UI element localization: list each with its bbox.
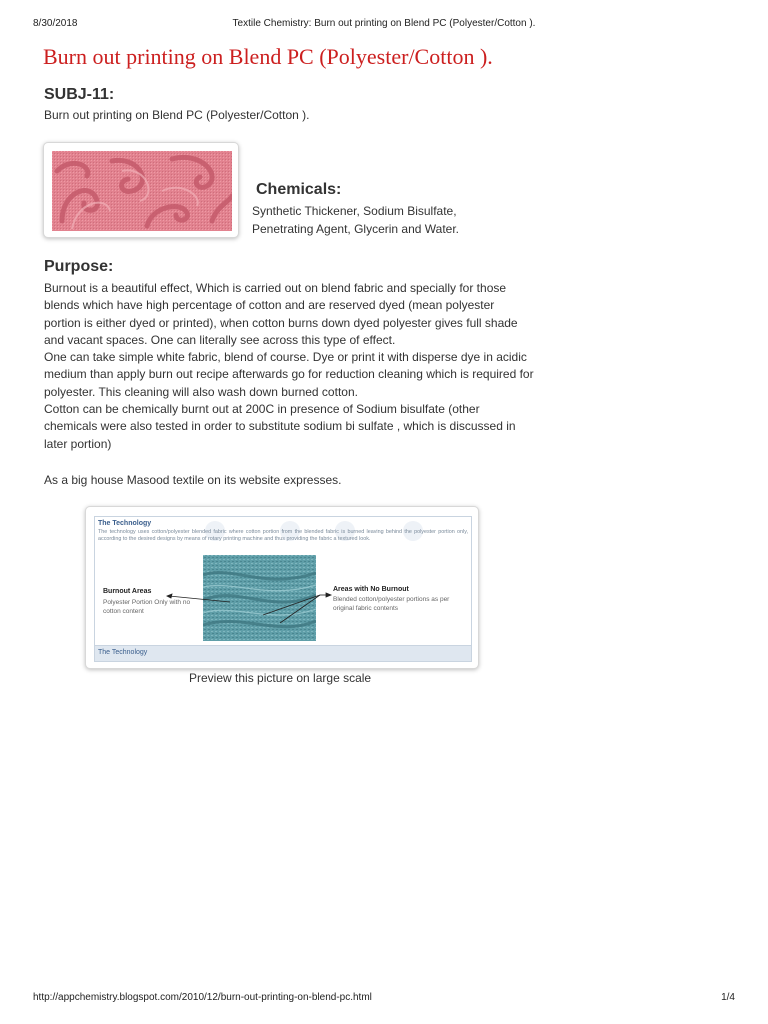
page-url: http://appchemistry.blogspot.com/2010/12/burn-out-printing-on-blend-pc.html [33, 992, 372, 1003]
fabric-sample-image[interactable] [43, 142, 239, 238]
subj-text: Burn out printing on Blend PC (Polyester/Cotton ). [44, 108, 310, 122]
technology-heading: The Technology [98, 520, 152, 527]
technology-footer-bar [95, 645, 471, 661]
technology-figure[interactable] [85, 506, 479, 669]
purpose-paragraph: Burnout is a beautiful effect, Which is carried out on blend fabric and specially for those blends which have high percentage of cotton and are reserved dyed (mean polyester portion is either dyed or printed), when cotton burns down dyed polyester gives full shade and vacant spaces. One can literally see across this type of effect. [44, 281, 518, 347]
chemicals-text: Synthetic Thickener, Sodium Bisulfate, Penetrating Agent, Glycerin and Water. [252, 204, 460, 236]
purpose-paragraph: Cotton can be chemically burnt out at 200C in presence of Sodium bisulfate (other chemicals were also tested in order to substitute sodium bi sulfate , which is discussed in later portion) [44, 402, 516, 451]
purpose-paragraph: One can take simple white fabric, blend of course. Dye or print it with disperse dye in acidic medium than apply burn out recipe afterwards go for reduction cleaning which is required for polyester. This cleaning will also wash down burned cotton. [44, 350, 534, 399]
preview-large-link[interactable]: Preview this picture on large scale [189, 671, 372, 685]
technology-description: The technology uses cotton/polyester blended fabric where cotton portion from the blended fabric is burned leaving behind the polyester portion only, according to the desired designs by means of rotary printing machine and thus providing the fabric a textured look. [98, 529, 468, 542]
post-title[interactable]: Burn out printing on Blend PC (Polyester/Cotton ). [43, 44, 493, 69]
page-number: 1/4 [721, 992, 735, 1003]
print-footer [33, 992, 735, 1006]
burnout-fabric-swatch [52, 151, 232, 231]
chemicals-heading: Chemicals: [256, 181, 342, 198]
no-burnout-label: Areas with No Burnout [333, 586, 409, 593]
technology-figure-panel [94, 516, 472, 662]
purpose-heading: Purpose: [44, 258, 114, 275]
print-page-title: Textile Chemistry: Burn out printing on Blend PC (Polyester/Cotton ). [232, 18, 536, 29]
burnout-areas-desc: Polyester Portion Only with no cotton content [103, 599, 191, 615]
masood-text: As a big house Masood textile on its website expresses. [44, 473, 342, 487]
pointer-arrows [95, 517, 471, 661]
no-burnout-desc: Blended cotton/polyester portions as per original fabric contents [333, 596, 450, 612]
burnout-areas-label: Burnout Areas [103, 588, 152, 595]
purpose-body [44, 280, 534, 453]
print-header [33, 18, 735, 32]
print-date: 8/30/2018 [33, 18, 78, 29]
technology-footer-label: The Technology [98, 649, 148, 656]
subj-heading: SUBJ-11: [44, 86, 115, 103]
